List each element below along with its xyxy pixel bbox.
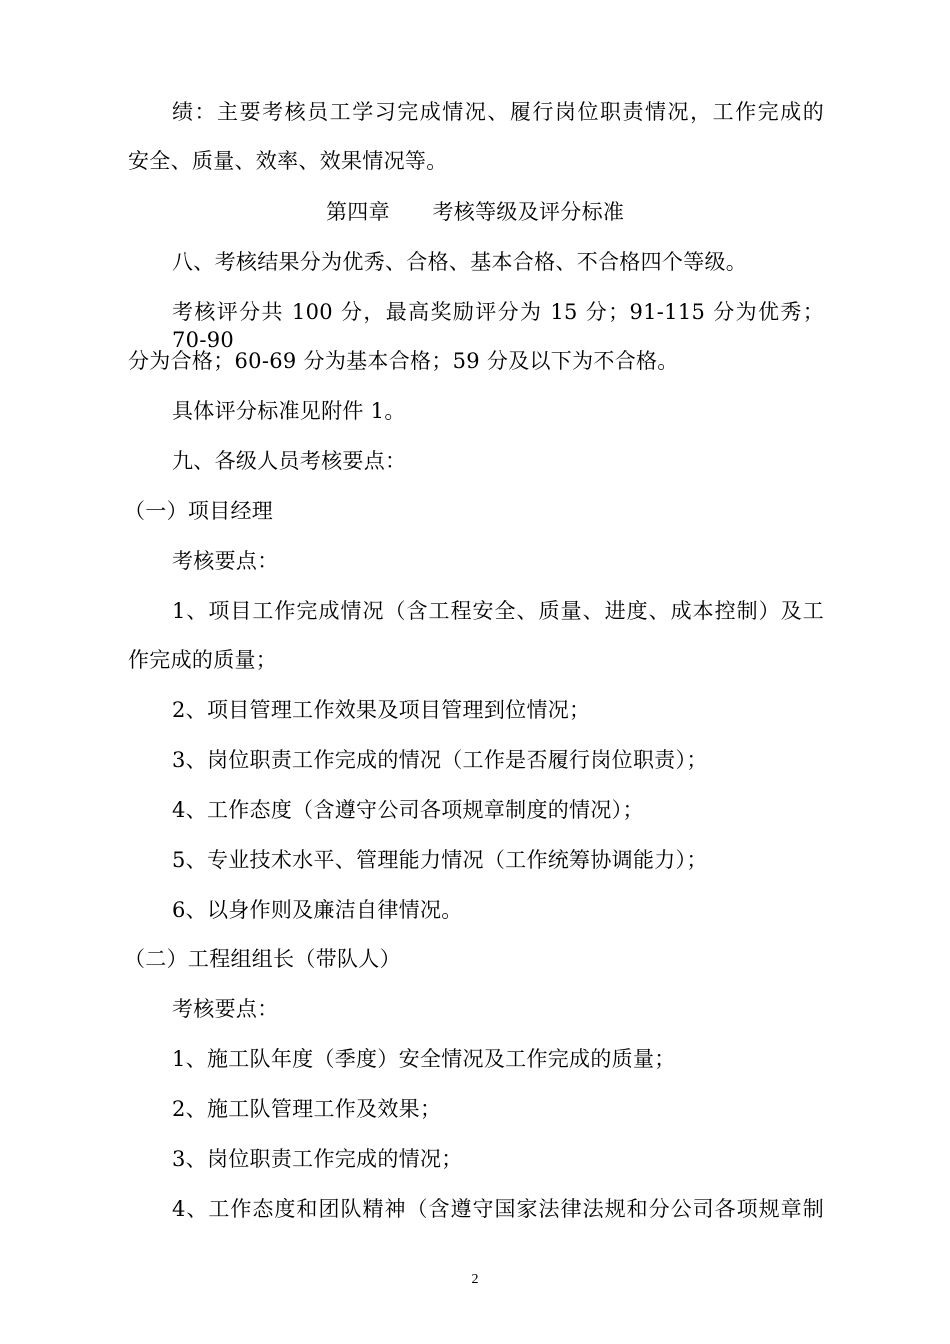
list-item: 2、施工队管理工作及效果； <box>172 1097 442 1121</box>
list-item: 1、施工队年度（季度）安全情况及工作完成的质量； <box>172 1047 676 1071</box>
paragraph-line: 绩：主要考核员工学习完成情况、履行岗位职责情况，工作完成的 <box>172 100 824 124</box>
subsection-heading: （一）项目经理 <box>124 499 274 523</box>
paragraph-line: 考核要点： <box>172 549 279 573</box>
paragraph-line: 分为合格；60-69 分为基本合格；59 分及以下为不合格。 <box>128 349 679 373</box>
list-item-continuation: 作完成的质量； <box>128 648 278 672</box>
paragraph-line: 安全、质量、效率、效果情况等。 <box>128 149 448 173</box>
list-item: 4、工作态度和团队精神（含遵守国家法律法规和分公司各项规章制 <box>172 1197 824 1221</box>
list-item: 1、项目工作完成情况（含工程安全、质量、进度、成本控制）及工 <box>172 599 824 623</box>
paragraph-line: 具体评分标准见附件 1。 <box>172 399 406 423</box>
subsection-heading: （二）工程组组长（带队人） <box>124 947 401 971</box>
list-item: 3、岗位职责工作完成的情况； <box>172 1147 463 1171</box>
list-item: 4、工作态度（含遵守公司各项规章制度的情况）； <box>172 798 644 822</box>
page-number: 2 <box>471 1272 479 1287</box>
list-item: 3、岗位职责工作完成的情况（工作是否履行岗位职责）； <box>172 748 708 772</box>
list-item: 5、专业技术水平、管理能力情况（工作统筹协调能力）； <box>172 848 708 872</box>
list-item: 6、以身作则及廉洁自律情况。 <box>172 898 463 922</box>
paragraph-line: 八、考核结果分为优秀、合格、基本合格、不合格四个等级。 <box>172 250 748 274</box>
paragraph-line: 考核评分共 100 分，最高奖励评分为 15 分；91-115 分为优秀；70-90 <box>172 300 824 352</box>
list-item: 2、项目管理工作效果及项目管理到位情况； <box>172 698 591 722</box>
paragraph-line: 考核要点： <box>172 997 279 1021</box>
section-heading: 九、各级人员考核要点： <box>172 449 407 473</box>
chapter-heading: 第四章 考核等级及评分标准 <box>326 200 625 224</box>
